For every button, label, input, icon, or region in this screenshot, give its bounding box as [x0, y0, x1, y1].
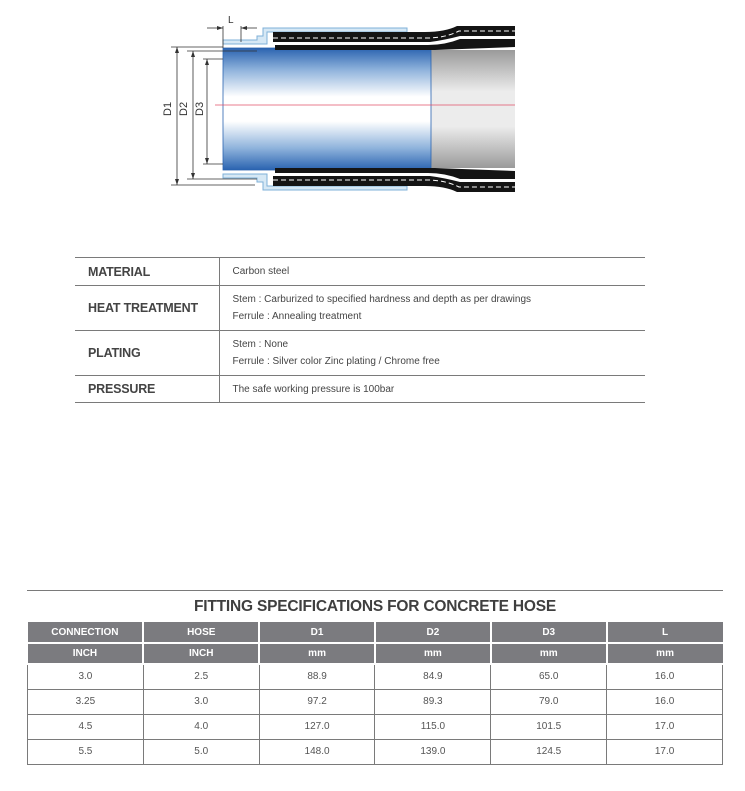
column-header-hose: HOSE: [143, 622, 259, 643]
table-cell: 3.0: [28, 664, 144, 689]
unit-header: mm: [259, 643, 375, 664]
table-cell: 84.9: [375, 664, 491, 689]
property-value: [219, 376, 645, 403]
table-row: [28, 664, 723, 689]
property-label: PLATING: [75, 331, 219, 376]
table-cell: 17.0: [607, 714, 723, 739]
property-value: [219, 286, 645, 331]
property-label: HEAT TREATMENT: [75, 286, 219, 331]
table-cell: 3.0: [143, 689, 259, 714]
material-properties-table: [75, 257, 645, 403]
divider: [27, 590, 723, 591]
table-cell: 65.0: [491, 664, 607, 689]
unit-header: INCH: [143, 643, 259, 664]
table-cell: 16.0: [607, 689, 723, 714]
property-value-line: Stem : None: [232, 339, 289, 350]
unit-header: mm: [607, 643, 723, 664]
d3-label: D3: [194, 101, 206, 116]
property-value: [219, 331, 645, 376]
property-value: [219, 258, 645, 286]
table-cell: 139.0: [375, 739, 491, 764]
column-header-d1: D1: [259, 622, 375, 643]
fitting-spec-table: [27, 622, 723, 765]
table-cell: 4.5: [28, 714, 144, 739]
unit-header: mm: [491, 643, 607, 664]
table-cell: 79.0: [491, 689, 607, 714]
table-cell: 115.0: [375, 714, 491, 739]
fitting-specifications-section: [27, 590, 723, 765]
property-label: PRESSURE: [75, 376, 219, 403]
table-cell: 88.9: [259, 664, 375, 689]
table-cell: 127.0: [259, 714, 375, 739]
units-row: [28, 643, 723, 664]
property-row-plating: [75, 331, 645, 376]
table-cell: 5.0: [143, 739, 259, 764]
d2-label: D2: [178, 101, 190, 116]
property-value-line: Stem : Carburized to specified hardness and depth as per drawings: [232, 294, 532, 305]
column-header-l: L: [607, 622, 723, 643]
table-cell: 101.5: [491, 714, 607, 739]
unit-header: INCH: [28, 643, 144, 664]
table-row: [28, 739, 723, 764]
table-cell: 97.2: [259, 689, 375, 714]
table-cell: 16.0: [607, 664, 723, 689]
d1-label: D1: [162, 101, 174, 116]
column-header-d3: D3: [491, 622, 607, 643]
table-cell: 4.0: [143, 714, 259, 739]
column-header-d2: D2: [375, 622, 491, 643]
property-row-pressure: [75, 376, 645, 403]
property-label: MATERIAL: [75, 258, 219, 286]
hose-fitting-diagram: [145, 12, 515, 208]
table-cell: 124.5: [491, 739, 607, 764]
table-cell: 17.0: [607, 739, 723, 764]
property-row-material: [75, 258, 645, 286]
property-value-line: Carbon steel: [232, 266, 290, 277]
table-cell: 3.25: [28, 689, 144, 714]
spec-title: FITTING SPECIFICATIONS FOR CONCRETE HOSE: [193, 598, 556, 615]
table-cell: 89.3: [375, 689, 491, 714]
unit-header: mm: [375, 643, 491, 664]
table-row: [28, 714, 723, 739]
column-header-connection: CONNECTION: [28, 622, 144, 643]
l-label: L: [228, 15, 234, 26]
table-cell: 2.5: [143, 664, 259, 689]
table-row: [28, 689, 723, 714]
property-value-line: The safe working pressure is 100bar: [232, 383, 395, 395]
property-row-heat-treatment: [75, 286, 645, 331]
header-row: [28, 622, 723, 643]
table-cell: 5.5: [28, 739, 144, 764]
property-value-line: Ferrule : Annealing treatment: [232, 311, 362, 322]
property-value-line: Ferrule : Silver color Zinc plating / Chrome free: [232, 356, 440, 367]
table-cell: 148.0: [259, 739, 375, 764]
